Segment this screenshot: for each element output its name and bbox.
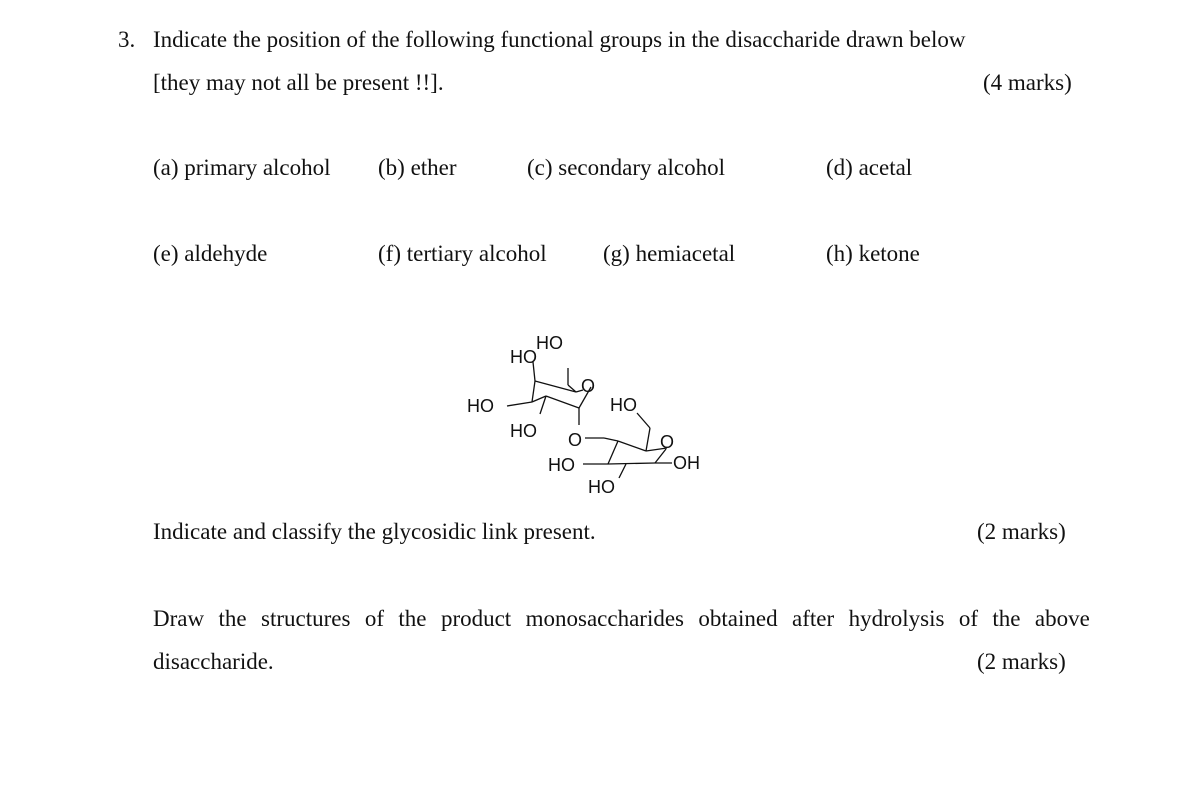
label-ho-c2b: HO xyxy=(588,477,615,497)
word: above xyxy=(1034,606,1090,631)
ring-2 xyxy=(583,438,672,464)
question-marks: (4 marks) xyxy=(983,70,1072,95)
hydrolysis-question-line1 xyxy=(153,607,1090,630)
option-primary-alcohol: (a) primary alcohol xyxy=(153,155,331,180)
question-text-line2: [they may not all be present !!]. xyxy=(153,70,444,95)
ring-2-c2-bond xyxy=(619,464,626,478)
glycosidic-link-question: Indicate and classify the glycosidic link present. xyxy=(153,519,596,544)
word: obtained xyxy=(698,606,778,631)
word: hydrolysis xyxy=(848,606,945,631)
label-o-ring1: O xyxy=(581,376,596,396)
word: structures xyxy=(261,606,351,631)
ring-1 xyxy=(507,381,591,408)
label-ho-c3b: HO xyxy=(548,455,575,475)
label-ho-c3: HO xyxy=(510,421,537,441)
label-oh-anomeric: OH xyxy=(673,453,700,473)
ring-2-ch2oh xyxy=(637,413,650,451)
label-ho-top: HO xyxy=(536,333,563,353)
question-text-line1: Indicate the position of the following functional groups in the disaccharide drawn below xyxy=(153,27,966,52)
word: after xyxy=(792,606,835,631)
glycosidic-link-marks: (2 marks) xyxy=(977,519,1066,544)
word: Draw xyxy=(153,606,205,631)
label-ho-c4: HO xyxy=(467,396,494,416)
option-acetal: (d) acetal xyxy=(826,155,913,180)
option-ether: (b) ether xyxy=(378,155,457,180)
word: product xyxy=(440,606,512,631)
word: of xyxy=(958,606,978,631)
word: the xyxy=(398,606,427,631)
label-ho-c6b: HO xyxy=(610,395,637,415)
disaccharide-structure xyxy=(440,320,730,510)
word: the xyxy=(992,606,1021,631)
option-hemiacetal: (g) hemiacetal xyxy=(603,241,736,266)
option-tertiary-alcohol: (f) tertiary alcohol xyxy=(378,241,547,266)
label-o-ring2: O xyxy=(660,432,675,452)
option-ketone: (h) ketone xyxy=(826,241,920,266)
label-ho-c6: HO xyxy=(510,347,537,367)
hydrolysis-marks: (2 marks) xyxy=(977,649,1066,674)
hydrolysis-question-line2: disaccharide. xyxy=(153,649,274,674)
word: of xyxy=(364,606,385,631)
ring-1-ch2oh xyxy=(533,362,576,392)
option-aldehyde: (e) aldehyde xyxy=(153,241,268,266)
word: monosaccharides xyxy=(525,606,684,631)
question-number: 3. xyxy=(118,27,136,52)
word: the xyxy=(218,606,247,631)
option-secondary-alcohol: (c) secondary alcohol xyxy=(527,155,725,180)
label-o-link: O xyxy=(568,430,583,450)
